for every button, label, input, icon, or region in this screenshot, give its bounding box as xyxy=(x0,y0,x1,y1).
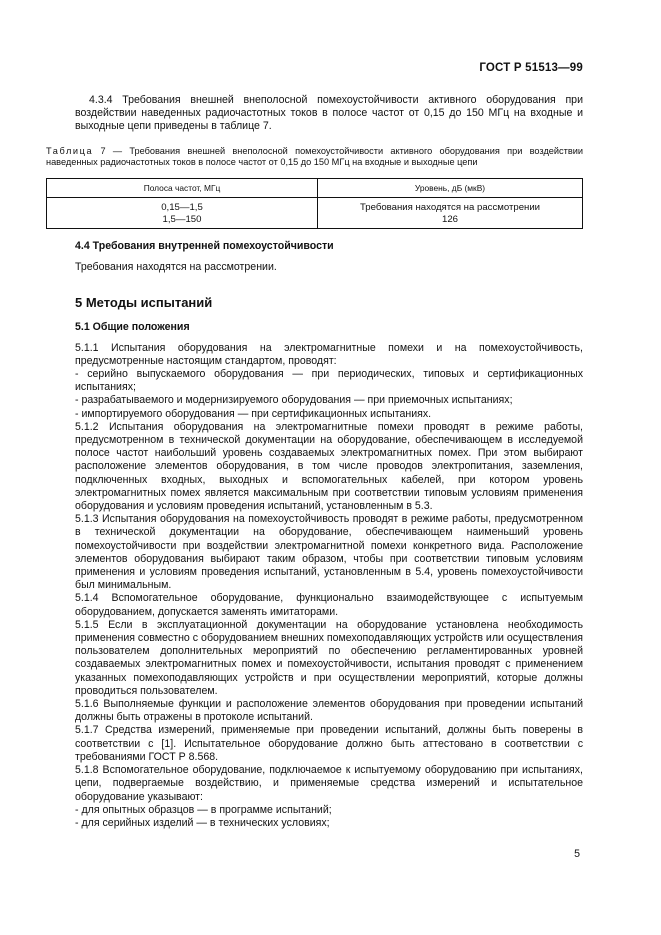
paragraph-5-1-2: 5.1.2 Испытания оборудования на электромагнитные помехи проводят в режиме работы, предусмотренном в технической документации на оборудование, обеспечивающем в исследуемой полосе частот наибольший уровень создаваемых электромагнитных помех. При этом выбирают расположение элементов оборудования, в том числе проводов электропитания, заземления, подключенных входных, выходных и вспомогательных кабелей, при котором уровень электромагнитных помех является максимальным при соответствии типовым условиям применения оборудования и условиям проведения испытаний, установленным в 5.3. xyxy=(75,420,583,513)
table-caption-text: 7 — Требования внешней внеполосной помехоустойчивости активного оборудования при воздействии наведенных радиочастотных токов в полосе частот от 0,15 до 150 МГц на входные и выходные цепи xyxy=(46,145,583,168)
frequency-range-2: 1,5—150 xyxy=(162,213,202,225)
list-item: - серийно выпускаемого оборудования — при периодических, типовых и сертификационных испытаниях; xyxy=(75,368,583,394)
list-item: - разрабатываемого и модернизируемого оборудования — при приемочных испытаниях; xyxy=(75,394,513,407)
paragraph-5-1-5: 5.1.5 Если в эксплуатационной документации на оборудование установлена необходимость применения совместно с оборудованием внешних помехоподавляющих устройств или осуществления пользователем дополнительных мероприятий по обеспечению регламентированных уровней создаваемых электромагнитных помех и помехоустойчивости, испытания проводят с применением указанных помехоподавляющих устройств и при осуществлении мероприятий, которые должны проводиться пользователем. xyxy=(75,618,583,697)
col-header-frequency: Полоса частот, МГц xyxy=(47,178,318,197)
list-item: - импортируемого оборудования — при сертификационных испытаниях. xyxy=(75,407,432,420)
paragraph-4-3-4: 4.3.4 Требования внешней внеполосной помехоустойчивости активного оборудования при воздействии наведенных радиочастотных токов в полосе частот от 0,15 до 150 МГц на входные и выходные цепи приведены в таблице 7. xyxy=(75,94,583,133)
frequency-range-1: 0,15—1,5 xyxy=(161,201,203,213)
paragraph-5-1-3: 5.1.3 Испытания оборудования на помехоустойчивость проводят в режиме работы, предусмотренном в технической документации на оборудование, обеспечивающем наименьший уровень помехоустойчивости при воздействии электромагнитной помехи конкретного вида. Расположение элементов оборудования выбирают таким образом, чтобы при соответствии типовым условиям применения и условиям проведения испытаний, установленным в 5.4, уровень помехоустойчивости был минимальным. xyxy=(75,513,583,592)
paragraph-5-1-4: 5.1.4 Вспомогательное оборудование, функционально взаимодействующее с испытуемым оборудованием, допускается заменять имитаторами. xyxy=(75,592,583,618)
table-row xyxy=(47,197,583,229)
paragraph-4-4: Требования находятся на рассмотрении. xyxy=(75,261,277,274)
table-cell-level xyxy=(318,197,583,229)
table-7 xyxy=(46,178,583,230)
level-value-2: 126 xyxy=(441,213,458,225)
level-value-1: Требования находятся на рассмотрении xyxy=(359,201,541,213)
paragraph-5-1-7: 5.1.7 Средства измерений, применяемые при проведении испытаний, должны быть поверены в соответствии с [1]. Испытательное оборудование должно быть аттестовано в соответствии с требованиями ГОСТ Р 8.568. xyxy=(75,724,583,763)
header-doc-id: ГОСТ Р 51513—99 xyxy=(479,62,583,74)
paragraph-5-1-1: 5.1.1 Испытания оборудования на электромагнитные помехи и на помехоустойчивость, предусмотренные настоящим стандартом, проводят: xyxy=(75,341,583,367)
list-item: - для серийных изделий — в технических условиях; xyxy=(75,816,330,829)
heading-5: 5 Методы испытаний xyxy=(75,294,213,310)
col-header-level: Уровень, дБ (мкВ) xyxy=(318,178,583,197)
table-7-caption xyxy=(46,146,583,169)
section-5-1-body xyxy=(75,342,583,831)
paragraph-5-1-6: 5.1.6 Выполняемые функции и расположение элементов оборудования при проведении испытаний должны быть отражены в протоколе испытаний. xyxy=(75,698,583,724)
page-content xyxy=(46,94,583,830)
page-number: 5 xyxy=(574,848,580,860)
list-item: - для опытных образцов — в программе испытаний; xyxy=(75,803,332,816)
heading-5-1: 5.1 Общие положения xyxy=(75,320,190,333)
table-cell-frequency xyxy=(47,197,318,229)
paragraph-5-1-8: 5.1.8 Вспомогательное оборудование, подключаемое к испытуемому оборудованию при испытаниях, цепи, подвергаемые воздействию, и применяемые средства измерений и испытательное оборудование указывают: xyxy=(75,764,583,803)
heading-4-4: 4.4 Требования внутренней помехоустойчивости xyxy=(75,240,334,253)
table-caption-label: Таблица xyxy=(46,145,94,156)
table-header-row xyxy=(47,178,583,197)
